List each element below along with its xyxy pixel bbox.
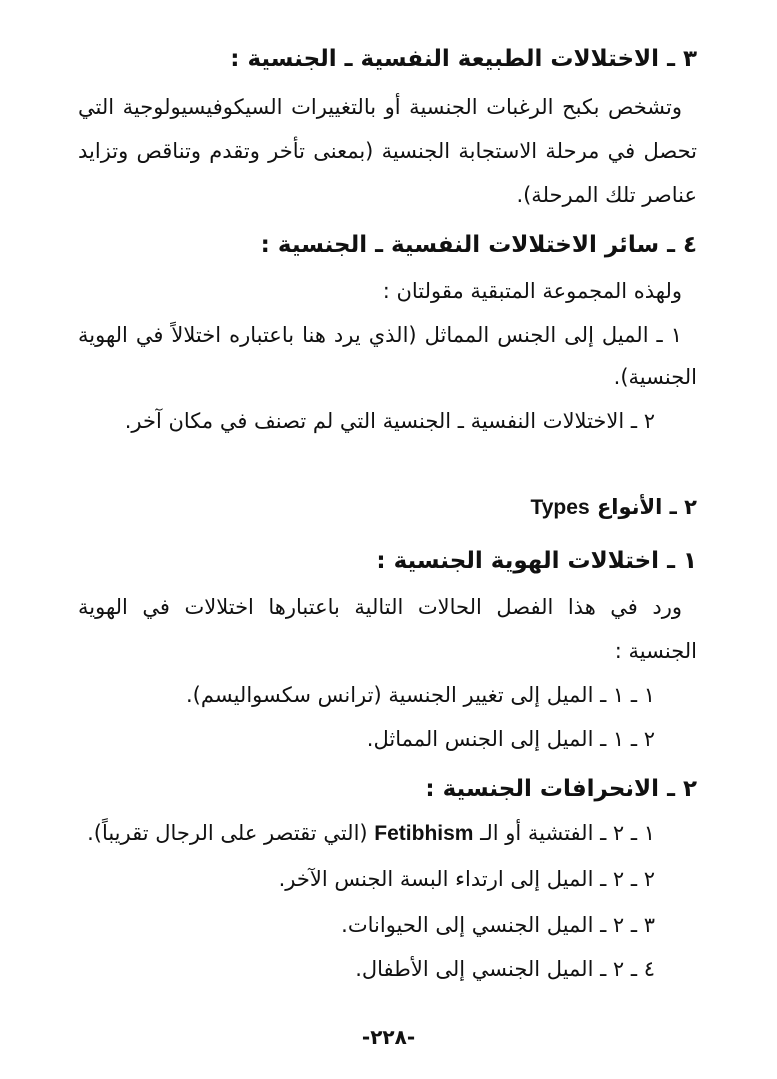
identity-paragraph-line-2: الجنسية : <box>614 639 697 663</box>
section-3-heading: ٣ ـ الاختلالات الطبيعة النفسية ـ الجنسية : <box>230 46 697 72</box>
identity-disorders-heading: ١ ـ اختلالات الهوية الجنسية : <box>376 548 697 574</box>
section-4-item-2: ٢ ـ الاختلالات النفسية ـ الجنسية التي لم تصنف في مكان آخر. <box>124 409 655 433</box>
identity-item-2: ٢ ـ ١ ـ الميل إلى الجنس المماثل. <box>366 727 655 751</box>
deviations-item-2: ٢ ـ ٢ ـ الميل إلى ارتداء البسة الجنس الآخر. <box>278 867 655 891</box>
deviations-item-4: ٤ ـ ٢ ـ الميل الجنسي إلى الأطفال. <box>355 957 655 981</box>
deviations-item-1 <box>78 818 655 849</box>
deviations-item-3: ٣ ـ ٢ ـ الميل الجنسي إلى الحيوانات. <box>341 913 655 937</box>
deviations-item-1-prefix: ١ ـ ٢ ـ الفتشية أو الـ <box>480 821 655 845</box>
section-3-paragraph-line-3: عناصر تلك المرحلة). <box>516 183 697 207</box>
deviations-heading: ٢ ـ الانحرافات الجنسية : <box>425 776 697 802</box>
section-4-item-1-line-2: الجنسية). <box>613 365 697 389</box>
types-heading-english: Types <box>530 496 590 519</box>
section-4-heading: ٤ ـ سائر الاختلالات النفسية ـ الجنسية : <box>260 232 697 258</box>
types-heading-arabic: ٢ ـ الأنواع <box>596 495 697 519</box>
section-4-intro: ولهذه المجموعة المتبقية مقولتان : <box>382 279 682 303</box>
section-4-item-1-line-1: ١ ـ الميل إلى الجنس المماثل (الذي يرد هنا باعتباره اختلالاً في الهوية <box>78 323 682 347</box>
deviations-item-1-latin: Fetibhism <box>374 822 474 845</box>
deviations-item-1-suffix: (التي تقتصر على الرجال تقريباً). <box>87 821 368 845</box>
page-number: -٢٢٨- <box>361 1025 416 1049</box>
identity-paragraph-line-1: ورد في هذا الفصل الحالات التالية باعتبارها اختلالات في الهوية <box>78 595 682 619</box>
section-3-paragraph-line-2: تحصل في مرحلة الاستجابة الجنسية (بمعنى تأخر وتقدم وتناقص وتزايد <box>78 139 697 163</box>
identity-item-1: ١ ـ ١ ـ الميل إلى تغيير الجنسية (ترانس سكسواليسم). <box>186 683 655 707</box>
types-heading <box>78 492 697 523</box>
section-3-paragraph-line-1: وتشخص بكبح الرغبات الجنسية أو بالتغييرات السيكوفيسيولوجية التي <box>78 95 682 119</box>
